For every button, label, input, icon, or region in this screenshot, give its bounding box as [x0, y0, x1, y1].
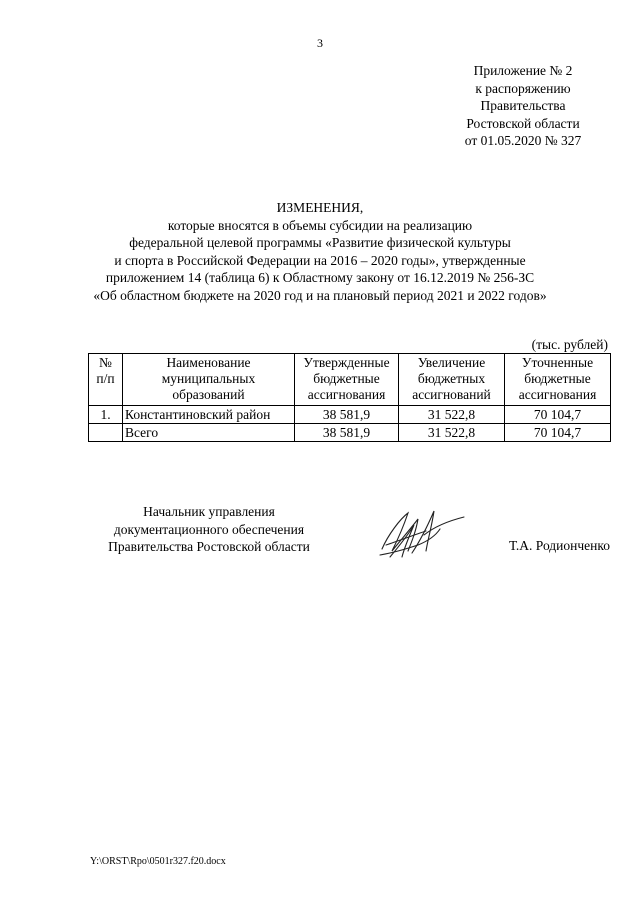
appendix-line: Приложение № 2 — [473, 63, 573, 78]
row-final: 70 104,7 — [505, 424, 611, 442]
row-final: 70 104,7 — [505, 406, 611, 424]
budget-table — [88, 353, 611, 442]
heading-line: которые вносятся в объемы субсидии на реализацию — [167, 217, 473, 233]
heading-line: «Об областном бюджете на 2020 год и на плановый период 2021 и 2022 годов» — [93, 287, 547, 303]
table-row — [89, 406, 611, 424]
document-title: ИЗМЕНЕНИЯ, — [276, 200, 364, 215]
row-name: Всего — [123, 424, 295, 442]
signer-title-line: Начальник управления — [143, 504, 275, 519]
signer-title — [84, 503, 334, 556]
page-number: 3 — [317, 36, 323, 50]
signer-title-line: Правительства Ростовской области — [108, 539, 310, 554]
heading-line: и спорта в Российской Федерации на 2016 – 2020 годы», утвержденные — [114, 252, 526, 268]
appendix-line: к распоряжению — [475, 80, 571, 96]
units-label: (тыс. рублей) — [531, 337, 608, 352]
appendix-line: Правительства — [480, 98, 566, 113]
appendix-reference — [438, 62, 608, 150]
handwritten-signature — [378, 505, 468, 563]
file-path: Y:\ORST\Rpo\0501r327.f20.docx — [90, 856, 226, 867]
header-approved: Утвержденные бюджетные ассигнования — [295, 354, 399, 406]
appendix-line: Ростовской области — [466, 115, 580, 131]
row-approved: 38 581,9 — [295, 406, 399, 424]
table-header-row — [89, 354, 611, 406]
signer-title-line: документационного обеспечения — [113, 521, 305, 537]
row-approved: 38 581,9 — [295, 424, 399, 442]
row-number: 1. — [89, 406, 123, 424]
header-number: № п/п — [89, 354, 123, 406]
table-total-row — [89, 424, 611, 442]
row-increase: 31 522,8 — [399, 424, 505, 442]
row-name: Константиновский район — [123, 406, 295, 424]
row-number — [89, 424, 123, 442]
header-increase: Увеличение бюджетных ассигнований — [399, 354, 505, 406]
heading-line: федеральной целевой программы «Развитие физической культуры — [129, 235, 511, 250]
document-heading — [60, 199, 580, 304]
heading-line: приложением 14 (таблица 6) к Областному закону от 16.12.2019 № 256-ЗС — [105, 270, 535, 285]
row-increase: 31 522,8 — [399, 406, 505, 424]
header-final: Уточненные бюджетные ассигнования — [505, 354, 611, 406]
signer-name: Т.А. Родионченко — [509, 538, 610, 553]
appendix-line: от 01.05.2020 № 327 — [464, 133, 582, 148]
header-name: Наименование муниципальных образований — [123, 354, 295, 406]
